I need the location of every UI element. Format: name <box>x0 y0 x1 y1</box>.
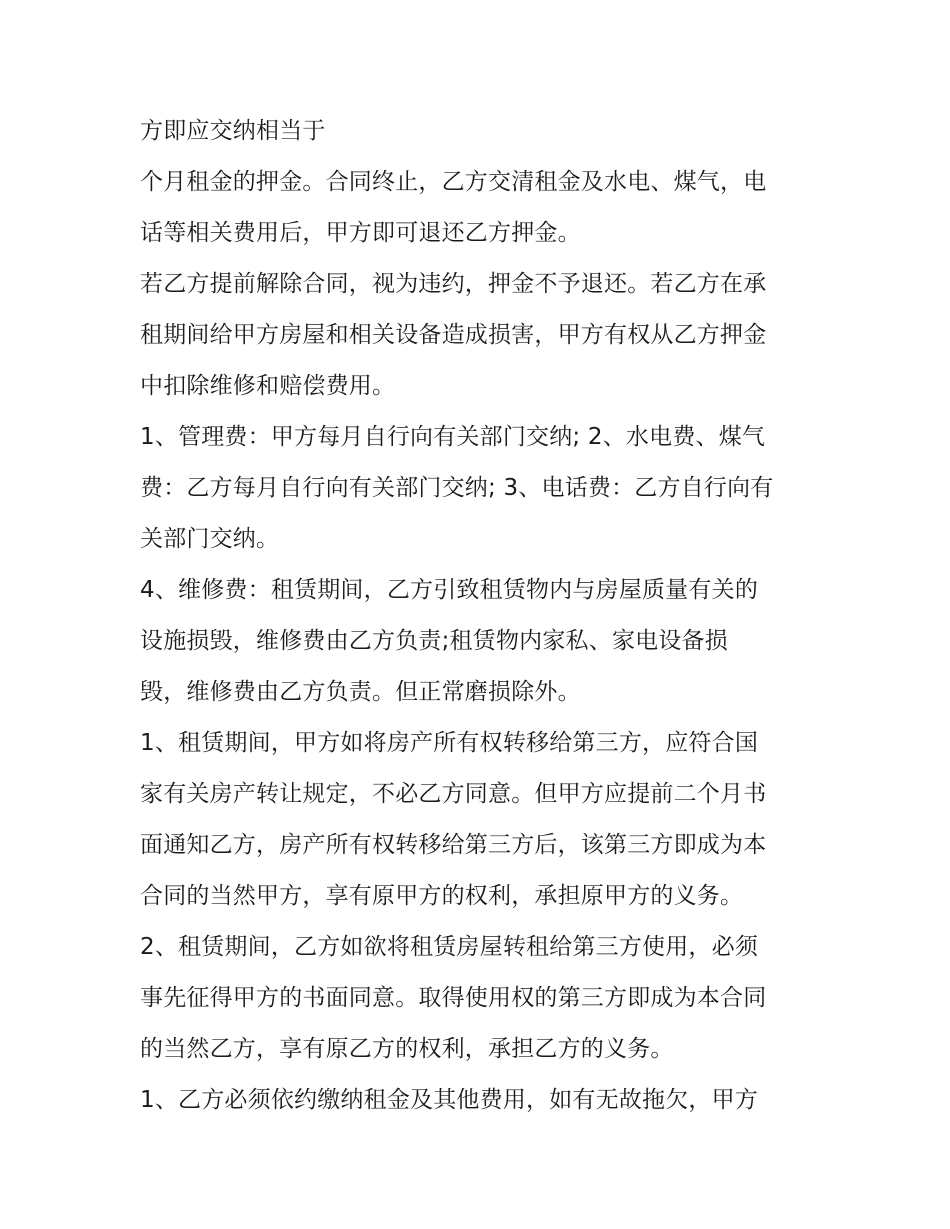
text-line: 4、维修费：租赁期间，乙方引致租赁物内与房屋质量有关的 <box>140 577 759 603</box>
text-line: 个月租金的押金。合同终止，乙方交清租金及水电、煤气，电 <box>140 169 767 195</box>
text-line: 的当然乙方，享有原乙方的权利，承担乙方的义务。 <box>140 1036 674 1062</box>
text-line: 毁，维修费由乙方负责。但正常磨损除外。 <box>140 679 581 705</box>
text-line: 中扣除维修和赔偿费用。 <box>140 373 396 399</box>
text-line: 设施损毁，维修费由乙方负责;租赁物内家私、家电设备损 <box>140 628 728 654</box>
text-line: 面通知乙方，房产所有权转移给第三方后，该第三方即成为本 <box>140 832 767 858</box>
text-line: 若乙方提前解除合同，视为违约，押金不予退还。若乙方在承 <box>140 271 767 297</box>
text-line: 1、管理费：甲方每月自行向有关部门交纳; 2、水电费、煤气 <box>140 424 766 450</box>
text-line: 2、租赁期间，乙方如欲将租赁房屋转租给第三方使用，必须 <box>140 934 759 960</box>
text-line: 1、乙方必须依约缴纳租金及其他费用，如有无故拖欠，甲方 <box>140 1087 759 1113</box>
text-line: 事先征得甲方的书面同意。取得使用权的第三方即成为本合同 <box>140 985 767 1011</box>
text-line: 家有关房产转让规定，不必乙方同意。但甲方应提前二个月书 <box>140 781 767 807</box>
text-line: 租期间给甲方房屋和相关设备造成损害，甲方有权从乙方押金 <box>140 322 767 348</box>
text-line: 话等相关费用后，甲方即可退还乙方押金。 <box>140 220 581 246</box>
text-line: 费：乙方每月自行向有关部门交纳; 3、电话费：乙方自行向有 <box>140 475 774 501</box>
document-body <box>140 106 820 1126</box>
text-line: 1、租赁期间，甲方如将房产所有权转移给第三方，应符合国 <box>140 730 759 756</box>
text-line: 合同的当然甲方，享有原甲方的权利，承担原甲方的义务。 <box>140 883 744 909</box>
text-line: 方即应交纳相当于 <box>140 118 326 144</box>
text-line: 关部门交纳。 <box>140 526 280 552</box>
